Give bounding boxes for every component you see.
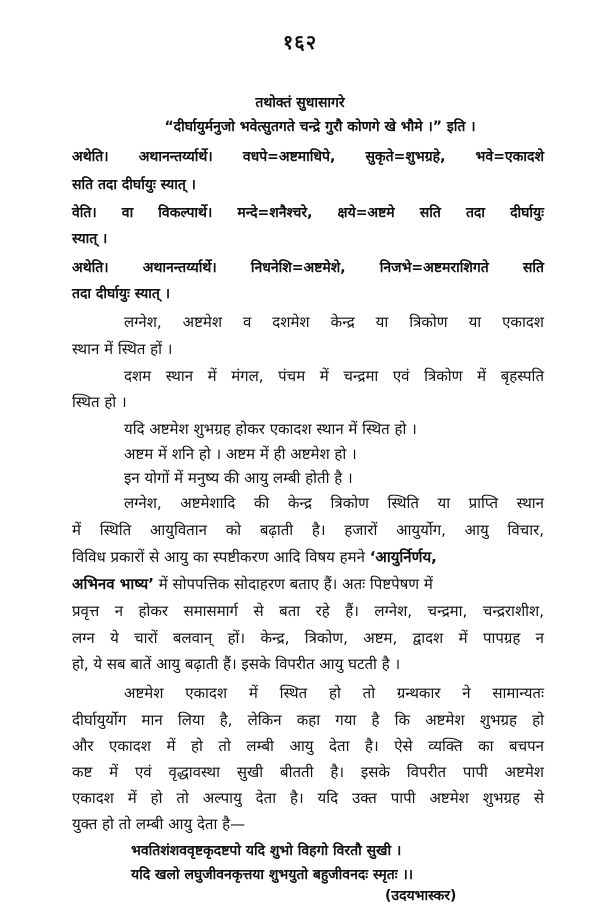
commentary-line: वेति। वा विकल्पार्थे। मन्दे=शनैश्चरे, क्षये=अष्टमे सति तदा दीर्घायुः [72,205,544,221]
body-line: में स्थिति आयुवितान को बढ़ाती है। हजारों आयुर्योग, आयु विचार, [72,521,544,539]
quote-intro: तथोक्तं सुधासागरे [255,95,345,111]
commentary-line: अथेति। अथानन्तर्य्यार्थे। निधनेशि=अष्टमेशे, निजभे=अष्टमराशिगते सति [72,260,544,276]
body-line: इन योगों में मनुष्य की आयु लम्बी होती है । [124,469,353,487]
commentary-line: स्यात् । [72,231,108,247]
verse-line: यदि खलो लघुजीवनकृत्तया शुभयुतो बहुजीवनदः स्मृतः ।। [131,867,414,883]
verse-line: भवतिशंशववृष्टकृदष्टपो यदि शुभो विहगो विरतौ सुखी । [131,843,402,859]
body-line: अष्टमेश एकादश में स्थित हो तो ग्रन्थकार ने सामान्यतः [124,684,544,702]
commentary-line: अथेति। अथानन्तर्य्यार्थे। वधपे=अष्टमाधिपे, सुकृते=शुभग्रहे, भवे=एकादशे [72,149,544,165]
book-title: अभिनव भाष्य’ [72,575,154,593]
body-line: दशम स्थान में मंगल, पंचम में चन्द्रमा एवं त्रिकोण में बृहस्पति [124,367,544,385]
body-line: लग्नेश, अष्टमेशादि की केन्द्र त्रिकोण स्थिति या प्राप्ति स्थान [124,494,544,512]
body-line: हो, ये सब बातें आयु बढ़ाती हैं। इसके विपरीत आयु घटती है । [72,655,401,673]
body-text: विविध प्रकारों से आयु का स्पष्टीकरण आदि विषय हमने [72,548,365,566]
page-number: १६२ [282,30,318,54]
body-line: युक्त हो तो लम्बी आयु देता है— [72,815,246,833]
body-line: एकादश में हो तो अल्पायु देता है। यदि उक्त पापी अष्टमेश शुभग्रह से [72,789,544,807]
commentary-line: सति तदा दीर्घायुः स्यात् । [72,177,196,193]
body-line: लग्नेश, अष्टमेश व दशमेश केन्द्र या त्रिकोण या एकादश [124,313,544,331]
commentary-line: तदा दीर्घायुः स्यात् । [72,286,171,302]
body-text: में सोपपत्तिक सोदाहरण बताए हैं। अतः पिष्टपेषण में [153,575,433,593]
sanskrit-quote: “दीर्घायुर्मनुजो भवेत्सुतगते चन्द्रे गुरौ कोणगे खे भौमे ।” इति । [164,119,476,135]
body-line: यदि अष्टमेश शुभग्रह होकर एकादश स्थान में स्थित हो । [124,420,417,438]
body-line: लग्न ये चारों बलवान् हों। केन्द्र, त्रिकोण, अष्टम, द्वादश में पापग्रह न [72,629,544,647]
body-line: कष्ट में एवं वृद्धावस्था सुखी बीतती है। इसके विपरीत पापी अष्टमेश [72,763,544,781]
body-line: स्थान में स्थित हों । [72,340,173,358]
verse-source: (उदयभास्कर) [385,888,457,904]
body-line: प्रवृत्त न होकर समासमार्ग से बता रहे हैं। लग्नेश, चन्द्रमा, चन्द्रराशीश, [72,602,544,620]
body-line [72,547,544,567]
body-line [72,574,433,594]
book-title: ‘आयुर्निर्णय, [369,548,437,566]
body-line: दीर्घायुर्योग मान लिया है, लेकिन कहा गया है कि अष्टमेश शुभग्रह हो [72,711,544,729]
body-line: स्थित हो । [72,393,127,411]
body-line: अष्टम में शनि हो । अष्टम में ही अष्टमेश हो । [124,445,357,463]
body-line: और एकादश में हो तो लम्बी आयु देता है। ऐसे व्यक्ति का बचपन [72,737,544,755]
